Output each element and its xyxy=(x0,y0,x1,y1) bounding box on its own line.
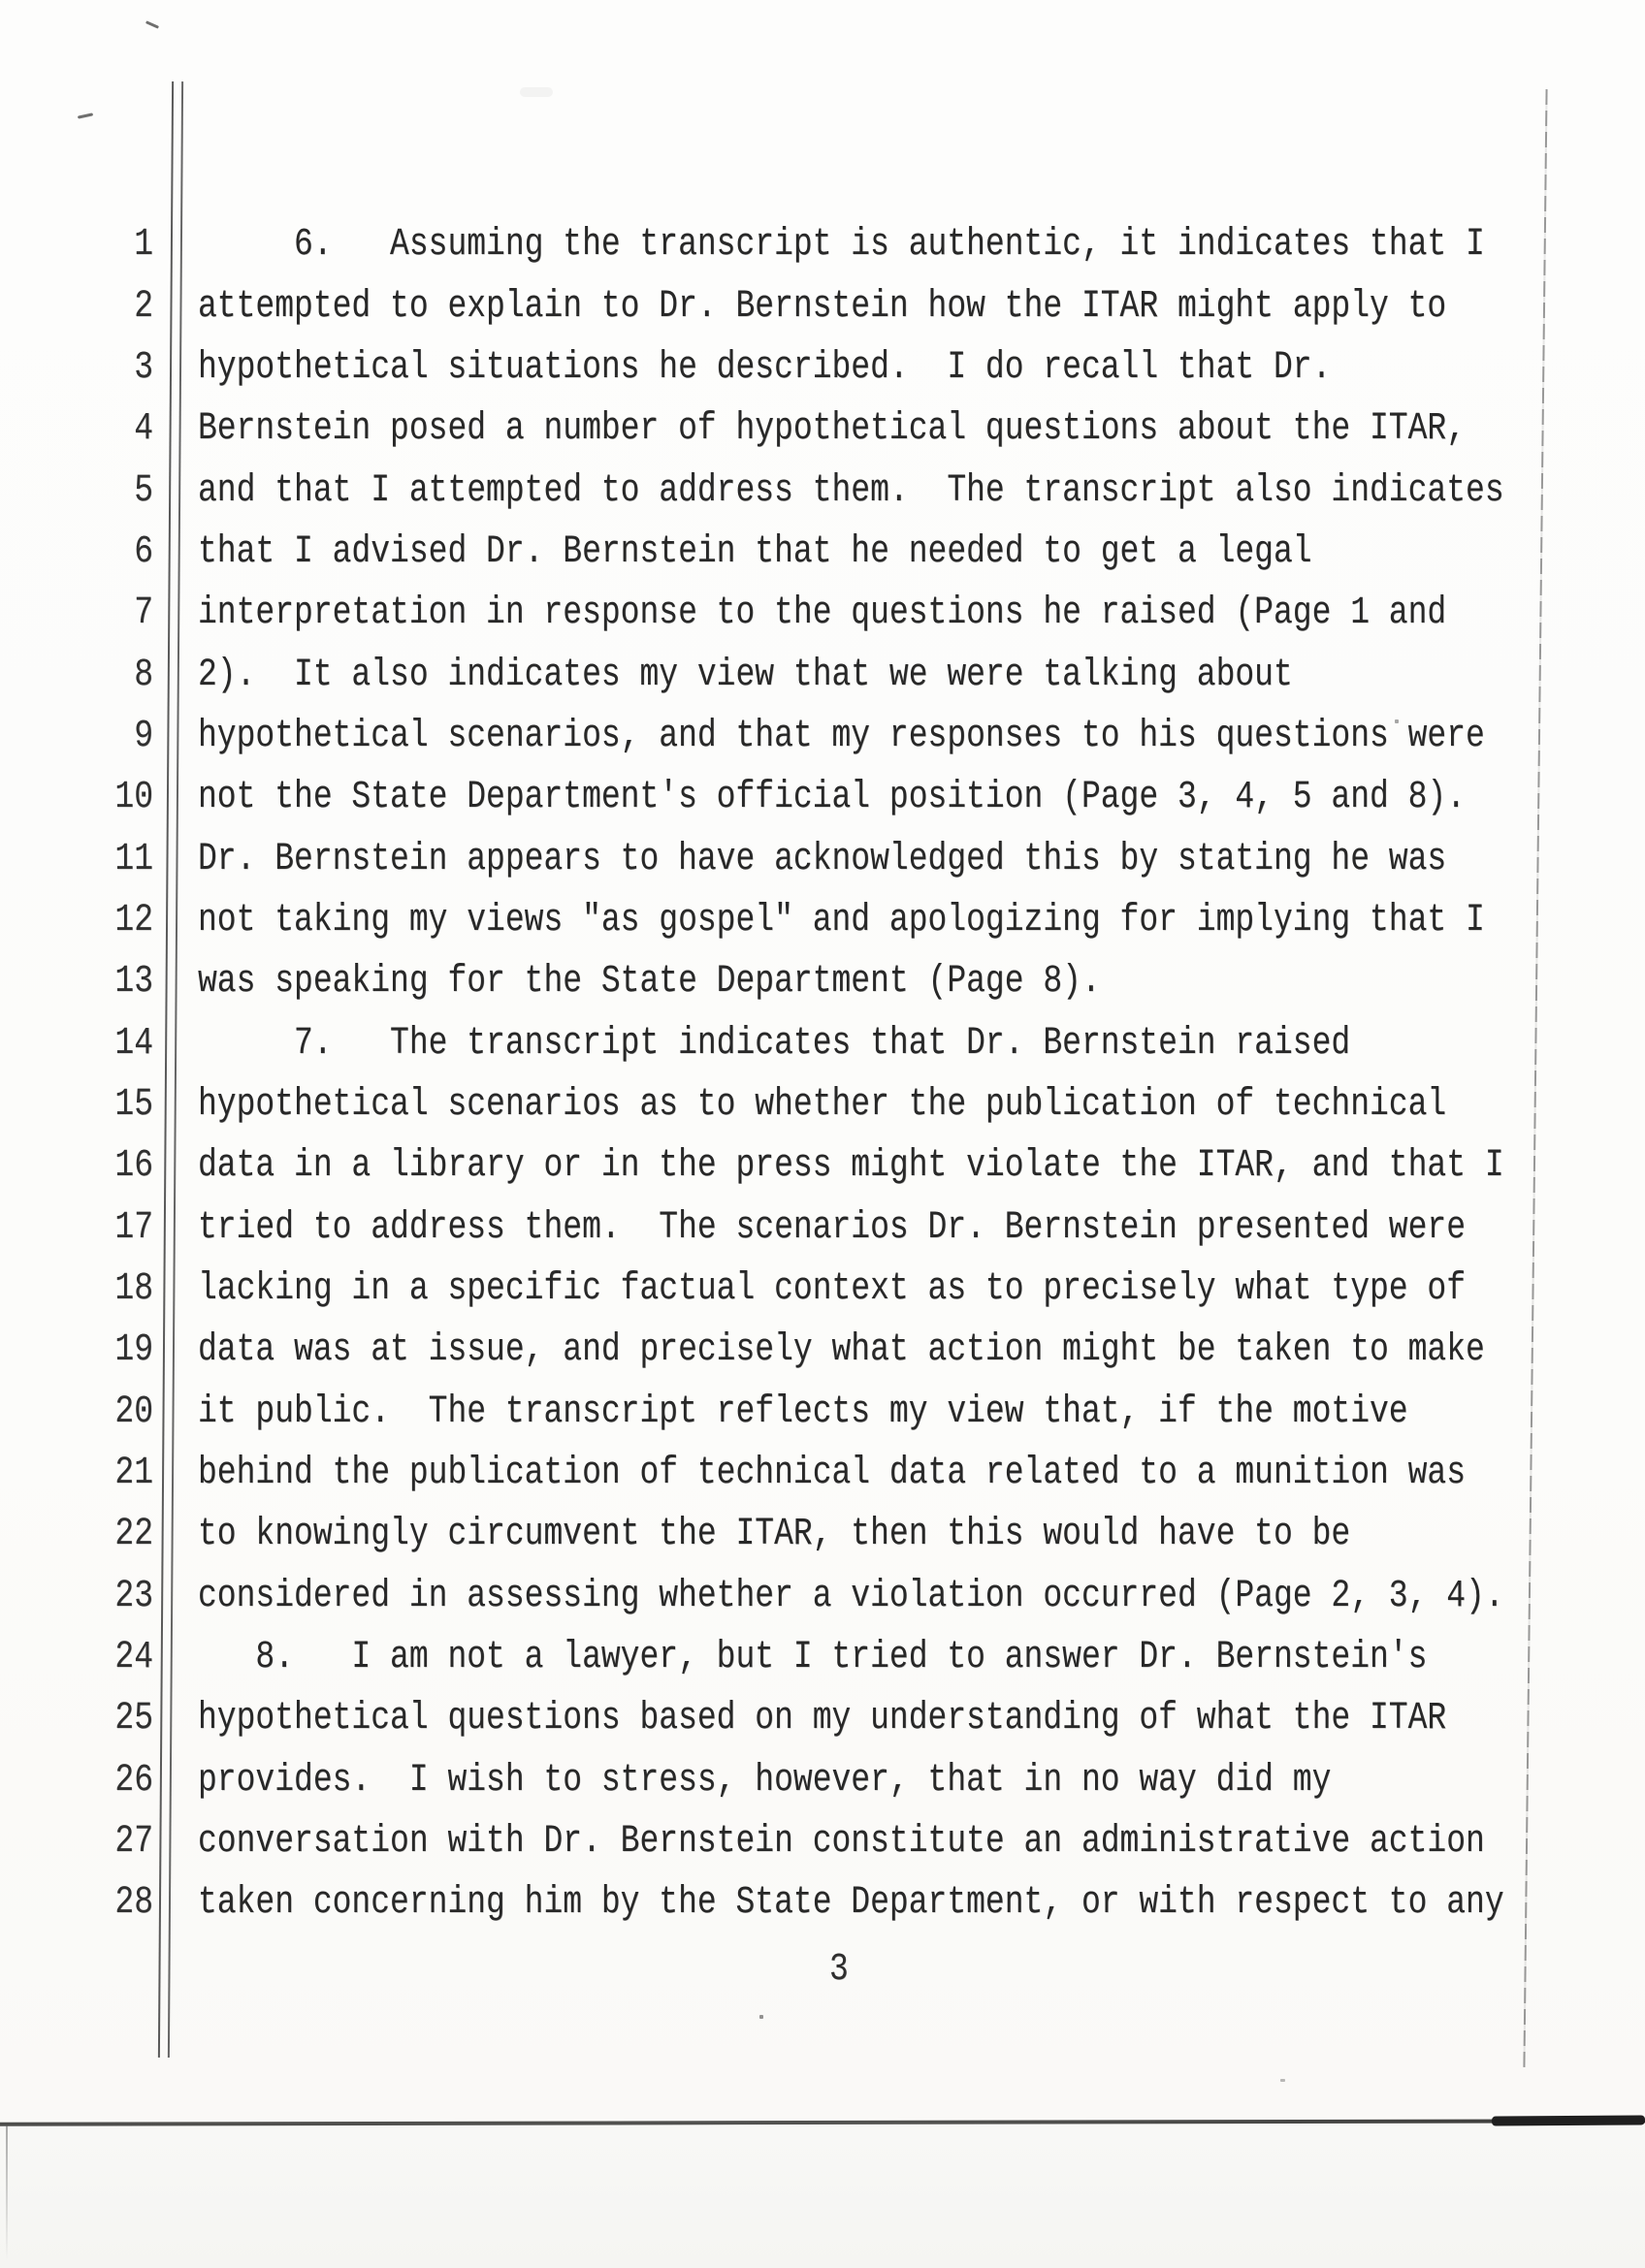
line-text: provides. I wish to stress, however, that in no way did my xyxy=(198,1757,1332,1802)
line-text: that I advised Dr. Bernstein that he needed to get a legal xyxy=(198,528,1312,573)
transcript-line xyxy=(0,1503,1645,1564)
page-number: 3 xyxy=(829,1946,849,1992)
transcript-line xyxy=(0,1871,1645,1933)
line-text: hypothetical questions based on my understanding of what the ITAR xyxy=(198,1696,1447,1741)
line-text: conversation with Dr. Bernstein constitute an administrative action xyxy=(198,1819,1485,1864)
line-text: tried to address them. The scenarios Dr. Bernstein presented were xyxy=(198,1204,1467,1249)
line-number: 15 xyxy=(114,1081,153,1127)
scan-speck xyxy=(759,2015,763,2019)
transcript-line xyxy=(0,643,1645,704)
line-text: Bernstein posed a number of hypothetical questions about the ITAR, xyxy=(198,406,1467,451)
line-text: 6. Assuming the transcript is authentic, it indicates that I xyxy=(198,222,1485,267)
line-text: it public. The transcript reflects my view that, if the motive xyxy=(198,1389,1408,1433)
transcript-line xyxy=(0,705,1645,766)
transcript-line xyxy=(0,1749,1645,1810)
transcript-line xyxy=(0,889,1645,950)
transcript-line xyxy=(0,274,1645,335)
transcript-line xyxy=(0,1319,1645,1380)
line-text: interpretation in response to the questions he raised (Page 1 and xyxy=(198,591,1447,635)
line-text: was speaking for the State Department (Page 8). xyxy=(198,959,1101,1004)
line-text: not the State Department's official position (Page 3, 4, 5 and 8). xyxy=(198,775,1467,819)
line-text: lacking in a specific factual context as to precisely what type of xyxy=(198,1265,1467,1311)
line-text: and that I attempted to address them. The transcript also indicates xyxy=(198,467,1504,512)
line-text: 2). It also indicates my view that we were talking about xyxy=(198,652,1293,696)
line-number: 4 xyxy=(134,406,153,451)
transcript-line xyxy=(0,1134,1645,1196)
scan-speck xyxy=(145,20,159,28)
transcript-line xyxy=(0,1442,1645,1503)
line-number: 5 xyxy=(134,467,153,512)
line-number: 8 xyxy=(134,652,153,696)
transcript-line xyxy=(0,213,1645,274)
transcript-line xyxy=(0,766,1645,827)
line-text: data in a library or in the press might violate the ITAR, and that I xyxy=(198,1143,1504,1188)
transcript-body xyxy=(0,213,1645,1933)
transcript-line xyxy=(0,1197,1645,1258)
transcript-line xyxy=(0,950,1645,1011)
line-text: data was at issue, and precisely what action might be taken to make xyxy=(198,1327,1485,1372)
transcript-line xyxy=(0,1381,1645,1442)
scan-speck xyxy=(78,112,93,118)
transcript-line xyxy=(0,582,1645,643)
line-number: 19 xyxy=(114,1327,153,1372)
transcript-line xyxy=(0,1810,1645,1871)
transcript-line xyxy=(0,398,1645,459)
line-number: 7 xyxy=(134,591,153,635)
line-number: 16 xyxy=(114,1143,153,1188)
line-number: 18 xyxy=(114,1265,153,1311)
transcript-line xyxy=(0,1626,1645,1687)
transcript-line xyxy=(0,336,1645,398)
transcript-line xyxy=(0,459,1645,520)
line-number: 11 xyxy=(114,836,153,880)
line-number: 24 xyxy=(114,1635,153,1679)
line-number: 26 xyxy=(114,1757,153,1802)
line-number: 9 xyxy=(134,713,153,757)
line-number: 21 xyxy=(114,1450,153,1495)
transcript-line xyxy=(0,1073,1645,1134)
line-text: not taking my views "as gospel" and apologizing for implying that I xyxy=(198,897,1485,942)
line-number: 22 xyxy=(114,1512,153,1556)
line-text: taken concerning him by the State Department, or with respect to any xyxy=(198,1880,1504,1925)
transcript-line xyxy=(0,1565,1645,1626)
line-text: hypothetical scenarios, and that my responses to his questions were xyxy=(198,713,1485,757)
scan-edge-line xyxy=(6,2125,8,2261)
scan-speck xyxy=(1395,719,1399,723)
line-number: 12 xyxy=(114,897,153,942)
scan-speck xyxy=(520,87,553,97)
line-number: 27 xyxy=(114,1819,153,1864)
line-text: hypothetical situations he described. I do recall that Dr. xyxy=(198,344,1332,389)
line-text: considered in assessing whether a violation occurred (Page 2, 3, 4). xyxy=(198,1573,1504,1617)
transcript-line xyxy=(0,1258,1645,1319)
scan-background-below-page xyxy=(0,2124,1645,2268)
line-text: 8. I am not a lawyer, but I tried to answer Dr. Bernstein's xyxy=(198,1635,1428,1679)
scan-speck xyxy=(1280,2079,1285,2082)
line-number: 25 xyxy=(114,1696,153,1741)
transcript-line xyxy=(0,1687,1645,1748)
line-number: 10 xyxy=(114,775,153,819)
transcript-line xyxy=(0,521,1645,582)
line-text: attempted to explain to Dr. Bernstein how the ITAR might apply to xyxy=(198,283,1447,328)
line-number: 28 xyxy=(114,1880,153,1925)
page-bottom-edge-dark-blotch xyxy=(1492,2115,1645,2125)
line-number: 23 xyxy=(114,1573,153,1617)
line-number: 1 xyxy=(134,222,153,267)
line-text: hypothetical scenarios as to whether the publication of technical xyxy=(198,1081,1447,1127)
line-text: Dr. Bernstein appears to have acknowledged this by stating he was xyxy=(198,836,1447,880)
line-number: 3 xyxy=(134,344,153,389)
line-number: 13 xyxy=(114,959,153,1004)
line-number: 2 xyxy=(134,283,153,328)
line-text: 7. The transcript indicates that Dr. Bernstein raised xyxy=(198,1020,1351,1065)
line-number: 6 xyxy=(134,528,153,573)
line-number: 20 xyxy=(114,1389,153,1433)
line-number: 17 xyxy=(114,1204,153,1249)
transcript-line xyxy=(0,827,1645,888)
line-text: to knowingly circumvent the ITAR, then this would have to be xyxy=(198,1512,1351,1556)
transcript-line xyxy=(0,1011,1645,1072)
line-text: behind the publication of technical data related to a munition was xyxy=(198,1450,1467,1495)
line-number: 14 xyxy=(114,1020,153,1065)
